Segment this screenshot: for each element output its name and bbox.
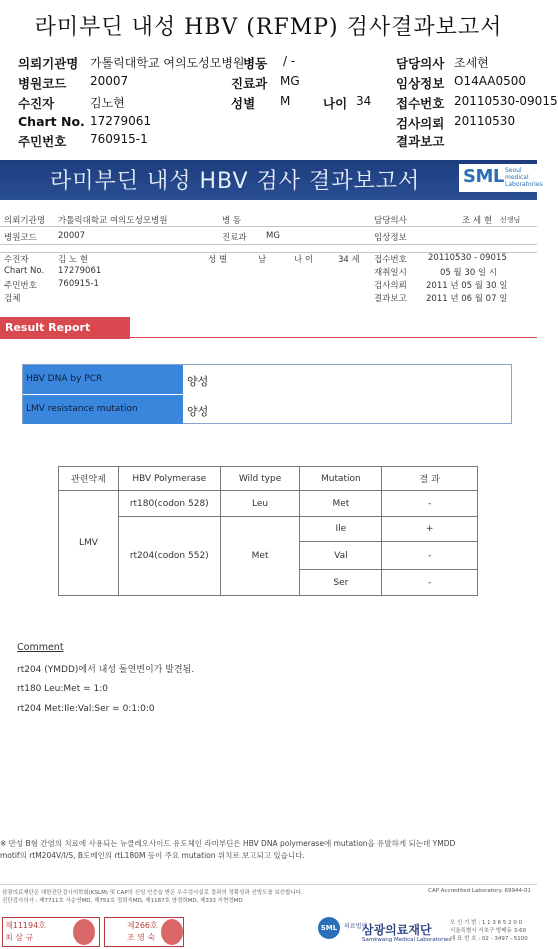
org-contact [450,919,528,943]
org-name: 삼광의료재단 [362,923,432,937]
code-label: 병원코드 [4,233,37,243]
report-label: 결과보고 [374,294,407,304]
request-label: 검사의뢰 [396,116,445,131]
seal-icon [161,919,183,945]
mutation-cell: Ser [300,570,382,596]
table-row [59,491,478,517]
ward-label: 병 동 [222,216,242,226]
result-report-bar [0,317,537,339]
sex-value: M [280,94,291,108]
doctor-label: 담당의사 [374,216,407,226]
table-row [59,517,478,542]
result-value: 양성 [187,375,209,388]
doctor-label: 담당의사 [396,56,445,71]
result-row [23,365,511,394]
report-date-label: 결과보고 [396,134,445,149]
hospital-label: 의뢰기관명 [18,56,79,71]
sml-emblem-icon: SML [318,917,340,939]
col-header: 결 과 [382,467,478,491]
result-report-rule [130,337,537,338]
result-cell: + [382,517,478,542]
org-corp: 의료법인 [344,923,368,930]
footnote-line: motif의 rtM204V/I/S, B도메인의 rtL180M 등이 주요 mutation 위치로 보고되고 있습니다. [0,851,305,860]
code-label: 병원코드 [18,76,67,91]
doctor-value: 조세현 [454,56,489,70]
banner-title: 라미부딘 내성 HBV 검사 결과보고서 [50,169,421,194]
dept-value: MG [266,231,280,241]
sex-label: 성 별 [208,255,228,265]
wild-type-cell: Leu [220,491,300,517]
sml-logo-text: SML [463,166,504,187]
resident-value: 760915-1 [58,279,99,289]
stamp-number: 제11194호 [5,921,46,930]
license-stamp-2 [104,917,184,947]
patient-info [0,200,537,310]
mutation-cell: Met [300,491,382,517]
result-row [23,395,511,424]
clinical-label: 임상정보 [396,76,445,91]
receipt-value: 20110530-09015 [454,94,558,108]
footnote [0,838,537,862]
report-banner [0,160,543,200]
top-row-1 [18,54,538,72]
top-row-2 [18,74,538,92]
polymerase-table [58,466,478,596]
report-value: 2011 년 06 월 07 일 [426,294,508,304]
result-cell: - [382,542,478,570]
code-value: 20007 [90,74,129,88]
dept-label: 진료과 [222,233,247,243]
comment-heading: Comment [17,642,64,653]
patient-label: 수진자 [4,255,29,265]
request-value: 20110530 [454,114,516,128]
stamp-name: 조 영 숙 [127,933,156,942]
stamp-number: 제266호 [127,921,158,930]
clinical-value: O14AA0500 [454,74,527,88]
contact-line: 서울특별시 서초구 방배동 3-60 [450,928,527,934]
patient-label: 수진자 [18,96,55,111]
result-value: 양성 [187,405,209,418]
chart-value: 17279061 [90,114,152,128]
dept-value: MG [280,74,300,88]
pathologist-text: 진단검사의사 : 제7711호 서순연MD, 제751호 정희숙MD, 제1187호 염정희MD, 제333 지현정MD [2,898,243,904]
receipt-value: 20110530 - 09015 [428,253,507,263]
sex-label: 성별 [231,96,256,111]
request-label: 검사의뢰 [374,281,407,291]
doctor-value: 조 세 현 [462,216,493,226]
report-title: 라미부딘 내성 HBV (RFMP) 검사결과보고서 [34,15,503,40]
col-header: Wild type [220,467,300,491]
chart-label: Chart No. [4,266,45,276]
seal-icon [73,919,95,945]
position-cell: rt180(codon 528) [118,491,220,517]
mutation-cell: Ile [300,517,382,542]
contact-line: 오 신 기 번 : 1 1 3 6 5 2 0 0 [450,920,523,926]
code-value: 20007 [58,231,86,241]
top-row-3 [18,94,558,112]
patient-value: 김 노 현 [58,255,89,265]
sex-value: 남 [258,255,267,265]
col-header: Mutation [300,467,382,491]
clinical-label: 임상정보 [374,233,407,243]
certification-text: 삼광의료재단은 대한진단검사의학회(KSLM) 및 CAP의 신임 인증을 받은 우수검사실로 결과의 정확성과 신빙도를 보증합니다. [2,890,303,896]
receipt-label: 접수번호 [374,255,407,265]
top-row-5 [18,132,538,150]
mutation-cell: Val [300,542,382,570]
request-value: 2011 년 05 월 30 일 [426,281,508,291]
comment-line: rt204 Met:Ile:Val:Ser = 0:1:0:0 [17,704,155,714]
ward-label: 병동 [243,56,268,71]
comment-line: rt180 Leu:Met = 1:0 [17,684,108,694]
receipt-label: 접수번호 [396,96,445,111]
result-label: LMV resistance mutation [23,395,183,424]
top-header [0,0,558,160]
table-header-row [59,467,478,491]
resident-label: 주민번호 [18,134,67,149]
result-cell: - [382,491,478,517]
patient-value: 김노현 [90,96,125,110]
col-header: 관련약제 [59,467,119,491]
report-footer [0,884,537,949]
result-report-heading: Result Report [0,317,130,339]
recheck-label: 재취일시 [374,268,407,278]
chart-label: Chart No. [18,114,85,129]
doctor-suffix: 선생님 [500,216,521,224]
age-label: 나 이 [294,255,314,265]
hospital-label: 의뢰기관명 [4,216,46,226]
drug-cell: LMV [59,491,119,596]
ward-value: / - [283,54,296,68]
result-cell: - [382,570,478,596]
top-row-4 [18,114,538,132]
stamp-name: 최 삼 규 [5,933,34,942]
recheck-value: 05 월 30 일 시 [440,268,498,278]
hospital-value: 가톨릭대학교 여의도성모병원 [90,56,245,70]
comment-line: rt204 (YMDD)에서 내성 돌연변이가 발견됨. [17,665,195,675]
sml-logo [459,164,543,192]
specimen-label: 검체 [4,294,21,304]
col-header: HBV Polymerase [118,467,220,491]
footnote-line: ※ 만성 B형 간염의 치료에 사용되는 뉴클레오사이드 유도체인 라미부딘은 HBV DNA polymerase에 mutation을 유발하게 되는데 YMDD [0,839,456,848]
chart-value: 17279061 [58,266,102,276]
result-label: HBV DNA by PCR [23,365,183,394]
position-cell: rt204(codon 552) [118,517,220,596]
age-value: 34 [356,94,372,108]
cap-text: CAP Accredited Laboratory. 69944-01 [428,888,531,894]
resident-label: 주민번호 [4,281,37,291]
dept-label: 진료과 [231,76,268,91]
org-eng-name: Samkwang Medical Laboratories [362,937,452,943]
age-value: 34 세 [338,255,360,265]
sml-logo-sub: Seoul medical Laboratories [505,167,543,188]
resident-value: 760915-1 [90,132,148,146]
contact-line: 대 표 번 호 : 02 - 3497 - 5100 [450,936,528,942]
hospital-value: 가톨릭대학교 여의도성모병원 [58,216,168,226]
result-summary [22,364,512,424]
license-stamp-1 [2,917,100,947]
wild-type-cell: Met [220,517,300,596]
age-label: 나이 [323,96,348,111]
